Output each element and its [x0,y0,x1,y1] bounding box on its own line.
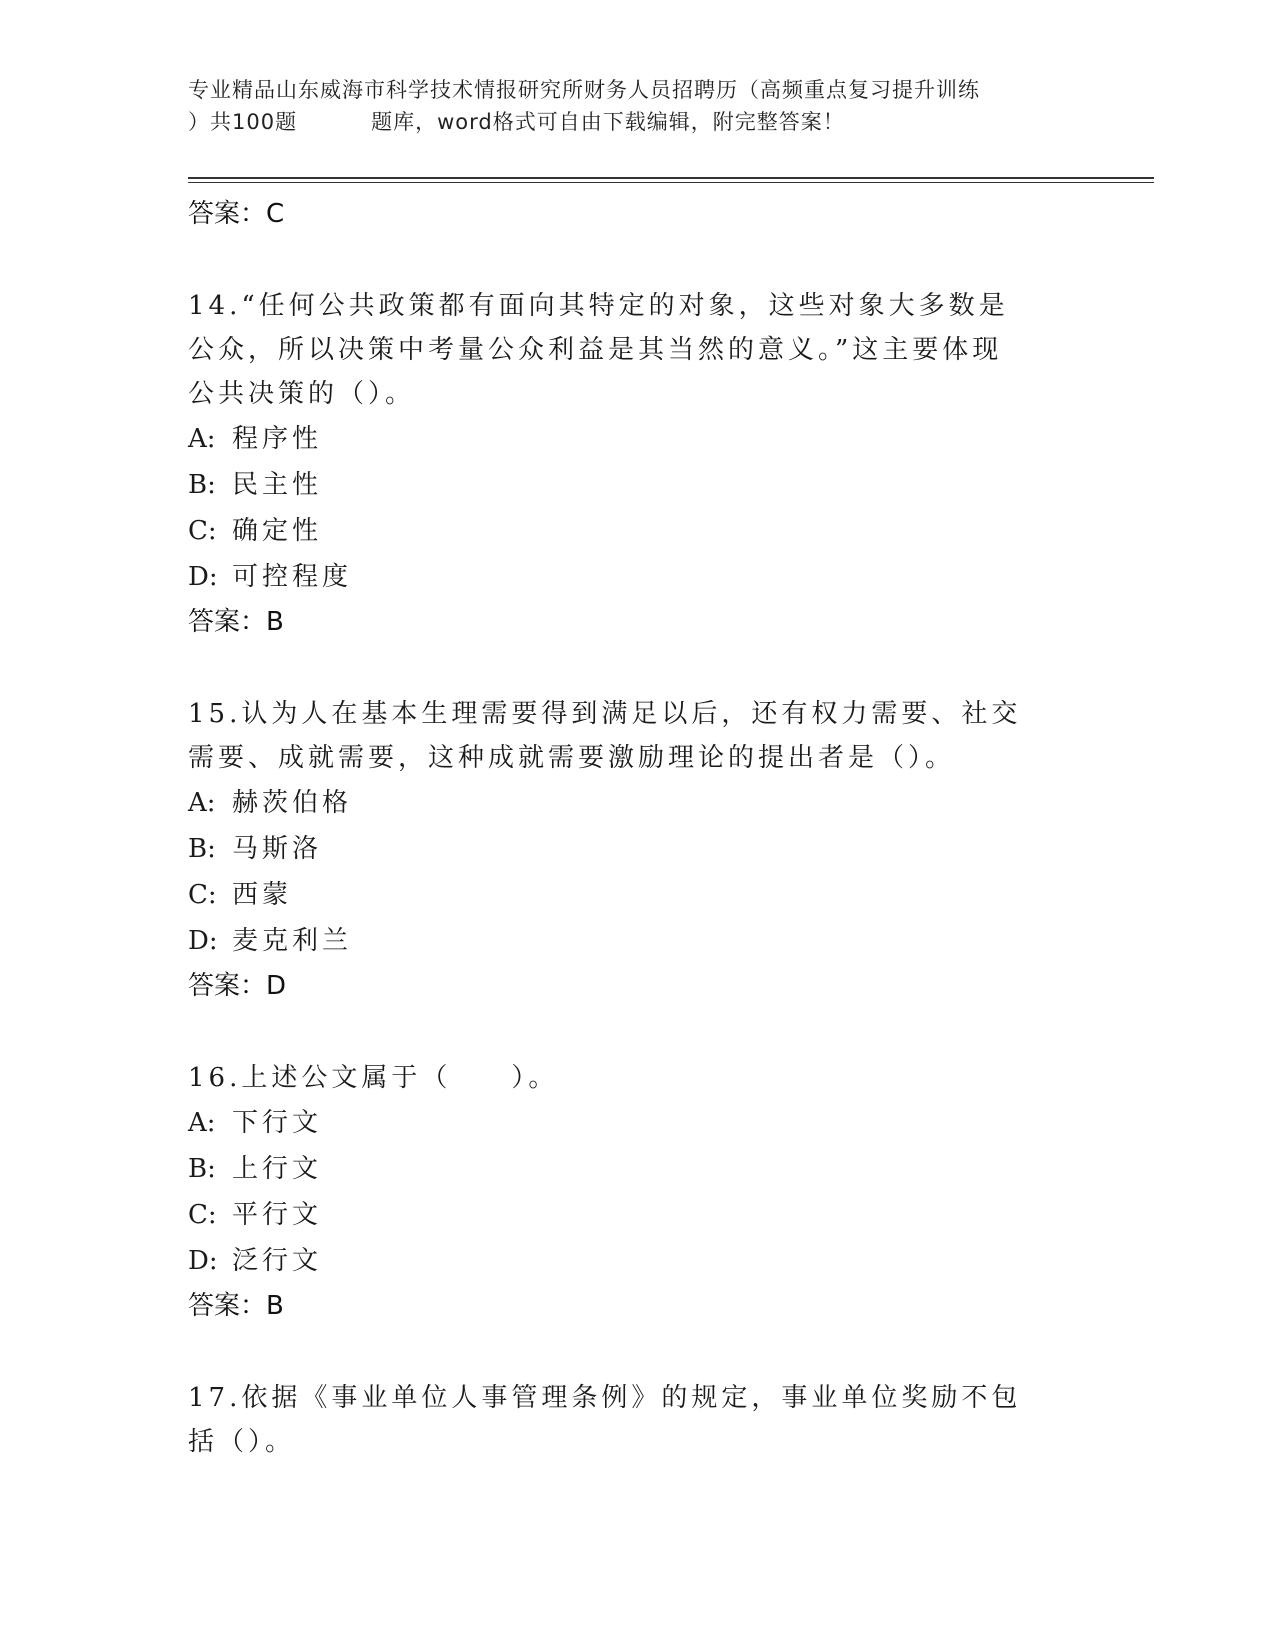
answer-line: 答案：B [188,607,284,637]
option-text: 确定性 [232,516,323,546]
option-b [188,462,1088,508]
question-text: 14.“任何公共政策都有面向其特定的对象，这些对象大多数是公众，所以决策中考量公众利益是其当然的意义。”这主要体现公共决策的（）。 [188,291,1009,409]
header-divider-thick [188,177,1154,179]
option-text: 民主性 [232,470,323,500]
option-letter: B: [188,834,216,864]
option-c [188,508,1088,554]
option-letter: B: [188,1154,216,1184]
option-a [188,416,1088,462]
header-divider-thin [188,182,1154,183]
header-line-2-left: ）共100题 [188,110,298,134]
option-letter: A: [188,424,216,454]
option-d [188,918,1088,964]
option-d [188,1238,1088,1284]
option-text: 西蒙 [232,880,293,910]
question-text: 15.认为人在基本生理需要得到满足以后，还有权力需要、社交需要、成就需要，这种成就需要激励理论的提出者是（）。 [188,699,1022,773]
option-text: 平行文 [232,1200,323,1230]
answer-line: 答案：D [188,971,287,1001]
answer-line: 答案：B [188,1291,284,1321]
option-letter: C: [188,880,217,910]
option-letter: A: [188,1108,216,1138]
option-letter: D: [188,926,218,956]
option-letter: D: [188,562,218,592]
option-text: 泛行文 [232,1246,323,1276]
option-letter: D: [188,1246,218,1276]
question-text: 17.依据《事业单位人事管理条例》的规定，事业单位奖励不包括（）。 [188,1383,1022,1457]
header-line-2-right: 题库，word格式可自由下载编辑，附完整答案！ [371,110,845,134]
question-block-14 [188,284,1088,644]
option-letter: C: [188,1200,217,1230]
question-block-16 [188,1056,1088,1328]
option-a [188,1100,1088,1146]
option-letter: A: [188,788,216,818]
page-header [188,74,1088,138]
option-text: 下行文 [232,1108,323,1138]
option-text: 上行文 [232,1154,323,1184]
option-d [188,554,1088,600]
option-b [188,1146,1088,1192]
header-line-2 [188,106,1088,138]
question-text: 16.上述公文属于（ ）。 [188,1063,559,1093]
option-letter: B: [188,470,216,500]
option-text: 赫茨伯格 [232,788,353,818]
option-c [188,872,1088,918]
option-b [188,826,1088,872]
header-line-1: 专业精品山东威海市科学技术情报研究所财务人员招聘历（高频重点复习提升训练 [188,78,980,102]
question-block-17 [188,1376,1088,1464]
option-letter: C: [188,516,217,546]
question-block-15 [188,692,1088,1008]
option-text: 马斯洛 [232,834,323,864]
option-text: 程序性 [232,424,323,454]
previous-answer: 答案：C [188,199,285,229]
option-a [188,780,1088,826]
option-text: 麦克利兰 [232,926,353,956]
option-text: 可控程度 [232,562,353,592]
question-list [188,192,1088,1464]
option-c [188,1192,1088,1238]
